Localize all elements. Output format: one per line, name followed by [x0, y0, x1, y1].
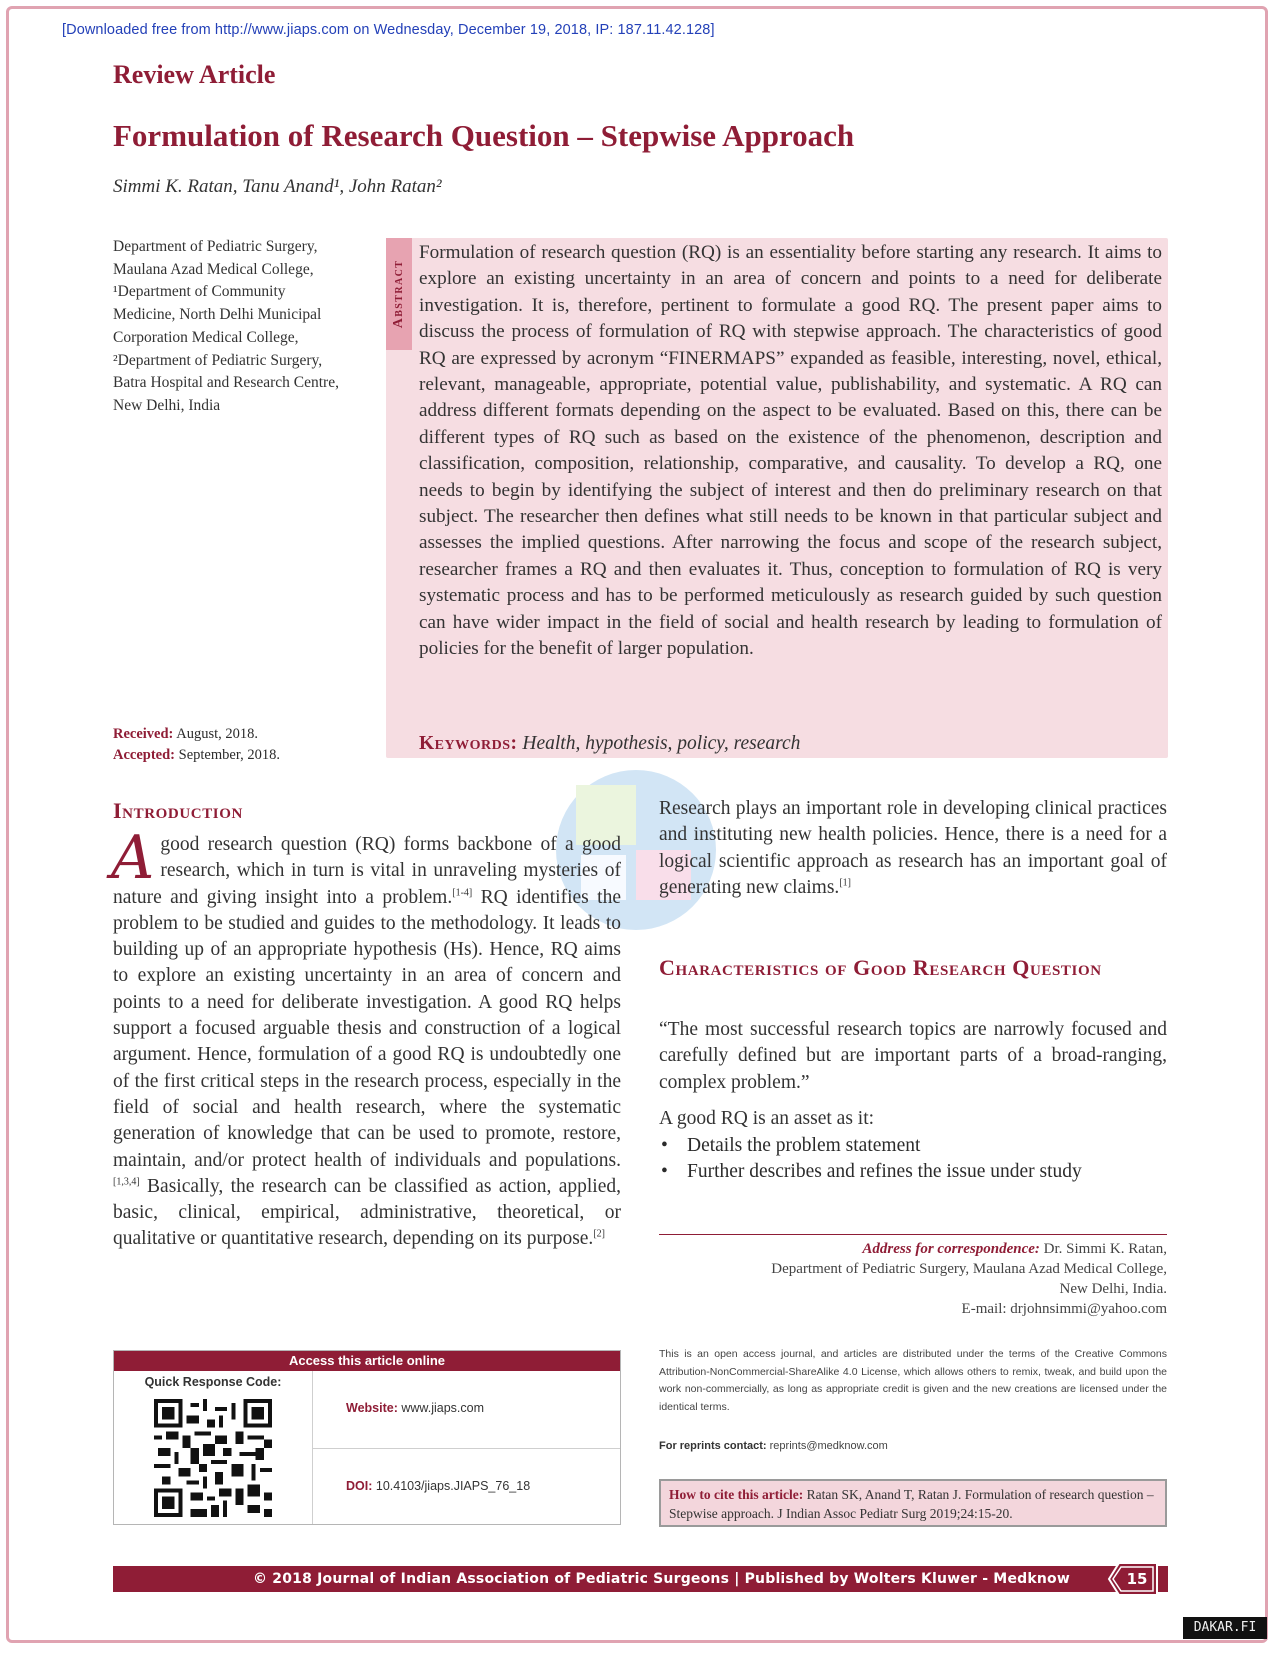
- journal-footer: © 2018 Journal of Indian Association of Pediatric Surgeons | Published by Wolters Kluwer - Medknow: [113, 1566, 1168, 1592]
- characteristics-heading: Characteristics of Good Research Question: [659, 955, 1102, 980]
- cite-text: Ratan SK, Anand T, Ratan J. Formulation of research question – Stepwise approach. J Indian Assoc Pediatr Surg 2019;24:15-20.: [669, 1487, 1154, 1521]
- keywords: [419, 733, 800, 755]
- qr-column: [114, 1371, 313, 1524]
- right-paragraph: [659, 796, 1167, 901]
- received-label: Received:: [113, 726, 174, 742]
- right-text-1: Research plays an important role in developing clinical practices and instituting new health policies. Hence, there is a need for a logical scientific approach as research has an important goal of generating new claims.: [659, 798, 1167, 898]
- doi-row: [313, 1449, 620, 1524]
- correspondence-block: [659, 1234, 1167, 1319]
- website-link[interactable]: www.jiaps.com: [397, 1401, 485, 1415]
- access-box-header: Access this article online: [114, 1351, 620, 1371]
- list-item: • Further describes and refines the issue under study: [659, 1159, 1167, 1185]
- reprints-email[interactable]: reprints@medknow.com: [766, 1440, 888, 1452]
- correspondence-label: Address for correspondence:: [862, 1241, 1040, 1257]
- author-list: Simmi K. Ratan, Tanu Anand¹, John Ratan²: [113, 176, 442, 197]
- page-number: 15: [1126, 1570, 1148, 1588]
- received-date: [113, 724, 280, 745]
- citation-ref[interactable]: [1]: [839, 877, 851, 889]
- doi-link[interactable]: 10.4103/jiaps.JIAPS_76_18: [372, 1479, 531, 1493]
- received-value: August, 2018.: [176, 726, 258, 742]
- cite-label: How to cite this article:: [669, 1487, 804, 1502]
- accepted-value: September, 2018.: [178, 747, 280, 763]
- website-label: Website:: [346, 1401, 398, 1415]
- correspondence-name: Dr. Simmi K. Ratan,: [1039, 1241, 1167, 1257]
- quote-paragraph: “The most successful research topics are narrowly focused and carefully defined but are important parts of a broad-ranging, complex problem.”: [659, 1019, 1167, 1093]
- keywords-label: Keywords:: [419, 733, 518, 754]
- abstract-label: Abstract: [391, 259, 406, 329]
- dropcap: A: [111, 823, 155, 893]
- accepted-label: Accepted:: [113, 747, 176, 763]
- access-article-box: [113, 1350, 621, 1525]
- correspondence-line-3: New Delhi, India.: [1059, 1281, 1167, 1297]
- abstract-text: Formulation of research question (RQ) is an essentiality before starting any research. It aims to explore an existing uncertainty in an area of concern and points to a need for deliberate investigation. It is, therefore, pertinent to formulate a good RQ. The present paper aims to discuss the process of formulation of RQ with stepwise approach. The characteristics of good RQ are expressed by acronym “FINERMAPS” expanded as feasible, interesting, novel, ethical, relevant, manageable, appropriate, potential value, publishability, and systematic. A RQ can address different formats depending on the aspect to be evaluated. Based on this, there can be different types of RQ such as based on the existence of the phenomenon, description and classification, composition, relationship, comparative, and causality. To develop a RQ, one needs to begin by identifying the subject of interest and then do preliminary research on that subject. The researcher then defines what still needs to be known in that particular subject and assesses the implied questions. After narrowing the focus and scope of the research subject, researcher frames a RQ and then evaluates it. Thus, conception to formulation of RQ is very systematic process and has to be performed meticulously as research guided by such question can have wider impact in the field of social and health research by leading to formulation of policies for the benefit of larger population.: [419, 242, 1162, 660]
- abstract-tab: [386, 238, 412, 350]
- corner-watermark: DAKAR.FI: [1183, 1617, 1267, 1639]
- website-row: [313, 1371, 620, 1449]
- reprints-contact: [659, 1440, 888, 1452]
- asset-lead: A good RQ is an asset as it:: [659, 1108, 875, 1129]
- correspondence-line-2: Department of Pediatric Surgery, Maulana Azad Medical College,: [771, 1261, 1167, 1277]
- intro-text-1: good research question (RQ) forms backbone of a good research, which in turn is vital in unraveling mysteries of nature and giving insight into a problem.: [113, 834, 621, 908]
- qr-label: Quick Response Code:: [144, 1375, 282, 1389]
- introduction-heading: Introduction: [113, 798, 243, 823]
- qr-code-icon[interactable]: [154, 1399, 272, 1517]
- list-item: • Details the problem statement: [659, 1133, 1167, 1159]
- citation-ref[interactable]: [1,3,4]: [113, 1176, 140, 1188]
- intro-text-3: Basically, the research can be classified as action, applied, basic, clinical, empirical, administrative, theoretical, or qualitative or quantitative research, depending on its purpose.: [113, 1175, 621, 1250]
- citation-ref[interactable]: [2]: [593, 1228, 605, 1240]
- introduction-body: [111, 823, 621, 1253]
- article-type: Review Article: [113, 60, 276, 89]
- license-notice: This is an open access journal, and articles are distributed under the terms of the Creative Commons Attribution-NonCommercial-ShareAlike 4.0 License, which allows others to remix, tweak, and build upon the work non-commercially, as long as appropriate credit is given and the new creations are licensed under the identical terms.: [659, 1348, 1167, 1413]
- doi-label: DOI:: [346, 1479, 373, 1493]
- citation-ref[interactable]: [1-4]: [452, 887, 473, 899]
- asset-list: [659, 1133, 1167, 1186]
- accepted-date: [113, 745, 280, 766]
- correspondence-line-1: [659, 1239, 1167, 1259]
- reprints-label: For reprints contact:: [659, 1440, 767, 1452]
- download-notice[interactable]: [Downloaded free from http://www.jiaps.com on Wednesday, December 19, 2018, IP: 187.11.42.128]: [62, 22, 715, 38]
- article-title: Formulation of Research Question – Stepwise Approach: [113, 118, 855, 153]
- keywords-value: Health, hypothesis, policy, research: [522, 733, 801, 754]
- intro-text-2: RQ identifies the problem to be studied and guides to the methodology. It leads to building up of an appropriate hypothesis (Hs). Hence, RQ aims to explore an existing uncertainty in an area of concern and points to a need for deliberate investigation. A good RQ helps support a focused arguable thesis and construction of a logical argument. Hence, formulation of a good RQ is undoubtedly one of the first critical steps in the research process, especially in the field of social and health research, where the systematic generation of knowledge that can be used to promote, restore, maintain, and/or protect health of individuals and populations.: [113, 886, 621, 1171]
- correspondence-email[interactable]: E-mail: drjohnsimmi@yahoo.com: [961, 1301, 1167, 1317]
- citation-box: [659, 1479, 1167, 1527]
- affiliation: Department of Pediatric Surgery, Maulana Azad Medical College, ¹Department of Community Medicine, North Delhi Municipal Corporation Medical College, ²Department of Pediatric Surgery, Batra Hospital and Research Centre, New Delhi, India: [113, 238, 339, 414]
- dates: [113, 724, 280, 766]
